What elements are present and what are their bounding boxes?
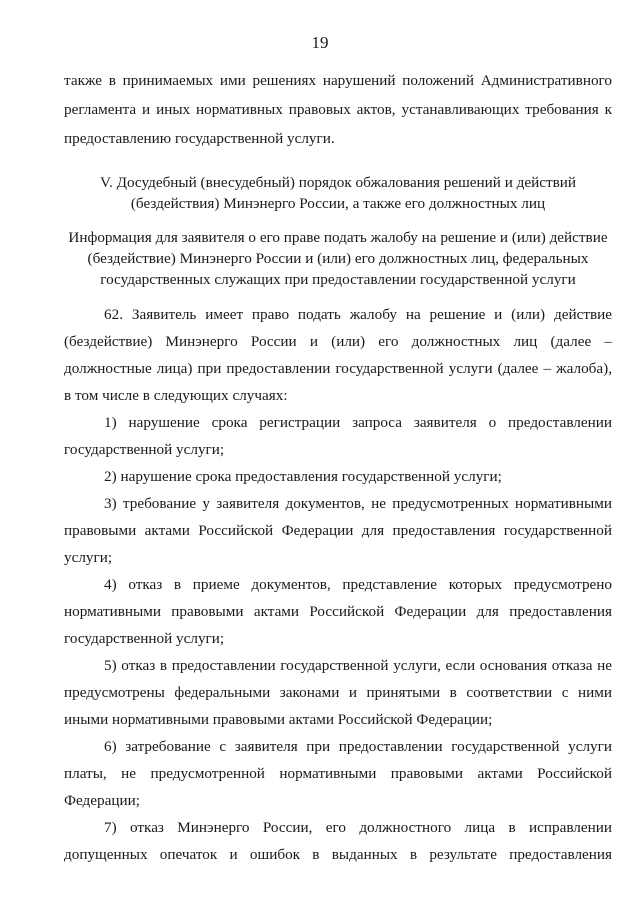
section-heading-line-1: V. Досудебный (внесудебный) порядок обжалования решений и действий	[99, 174, 577, 191]
complaint-cases-list	[64, 301, 612, 868]
list-item: 2) нарушение срока предоставления государственной услуги;	[104, 468, 502, 485]
section-heading	[64, 172, 612, 214]
list-item: 7) отказ Минэнерго России, его должностного лица в исправлении допущенных опечаток и ошибок в выданных в результате предоставления	[64, 819, 612, 863]
list-item: 6) затребование с заявителя при предоставлении государственной услуги платы, не предусмотренной нормативными правовыми актами Российской Федерации;	[64, 738, 612, 809]
info-heading-line-3: государственных служащих при предоставлении государственной услуги	[100, 271, 576, 288]
section-heading-line-2: (бездействия) Минэнерго России, а также его должностных лиц	[130, 195, 546, 212]
info-heading	[64, 227, 612, 290]
intro-paragraph: также в принимаемых ими решениях нарушений положений Административного регламента и иных нормативных правовых актов, устанавливающих требования к предоставлению государственной услуги.	[64, 72, 612, 147]
info-heading-line-1: Информация для заявителя о его праве подать жалобу на решение и (или) действие	[68, 229, 608, 246]
list-item: 5) отказ в предоставлении государственной услуги, если основания отказа не предусмотрены федеральными законами и принятыми в соответствии с ними иными нормативными правовыми актами Российской Федерации;	[64, 657, 612, 728]
list-item: 4) отказ в приеме документов, представление которых предусмотрено нормативными правовыми актами Российской Федерации для предоставления государственной услуги;	[64, 576, 612, 647]
paragraph-62: 62. Заявитель имеет право подать жалобу на решение и (или) действие (бездействие) Минэнерго России и (или) его должностных лиц (далее – должностные лица) при предоставлении государственной услуги (далее – жалоба), в том числе в следующих случаях:	[64, 306, 612, 404]
page-number: 19	[311, 33, 329, 52]
list-item: 3) требование у заявителя документов, не предусмотренных нормативными правовыми актами Российской Федерации для предоставления государственной услуги;	[64, 495, 612, 566]
info-heading-line-2: (бездействие) Минэнерго России и (или) его должностных лиц, федеральных	[87, 250, 589, 267]
list-item: 1) нарушение срока регистрации запроса заявителя о предоставлении государственной услуги;	[64, 414, 612, 458]
